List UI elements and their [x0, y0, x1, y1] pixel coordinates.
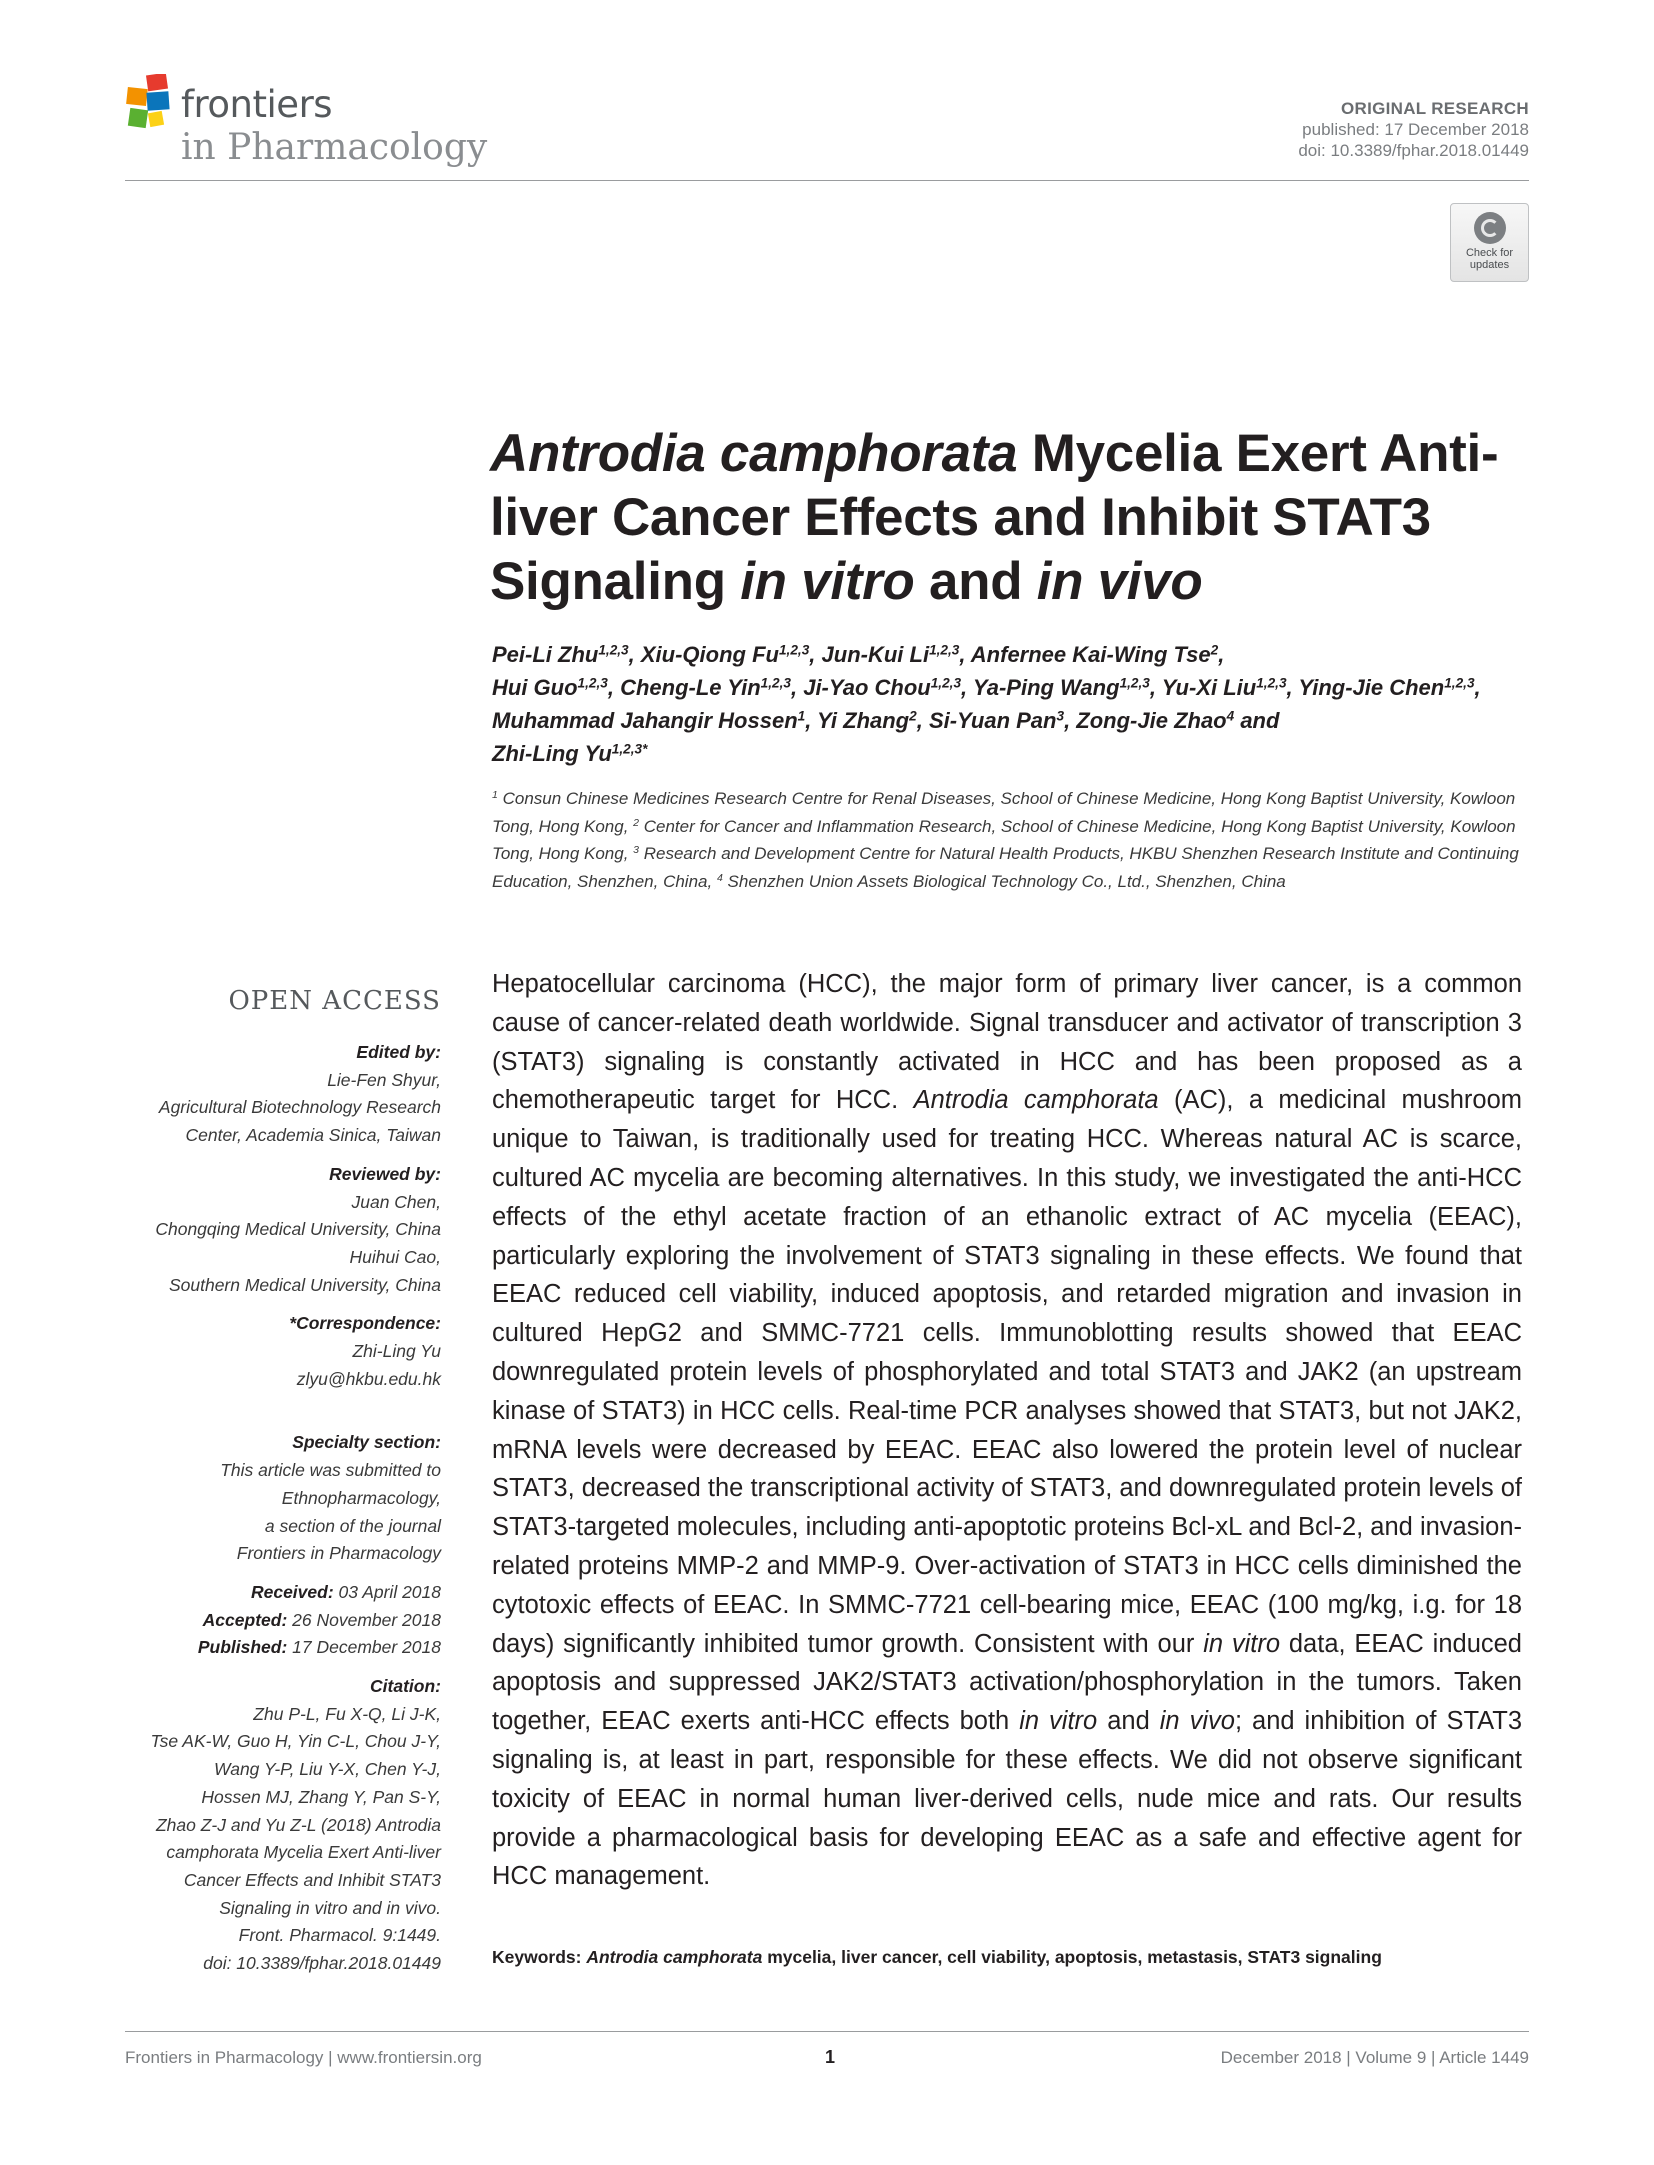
author-name[interactable]: Pei-Li Zhu$^{1,2,3}$ — [492, 642, 629, 667]
dates-section: Received: 03 April 2018 Accepted: 26 November 2018 Published: 17 December 2018 — [197, 1581, 441, 1658]
edited-by-section: Edited by: Lie-Fen Shyur, Agricultural Biotechnology Research Center, Academia Sinica, Taiwan — [158, 1042, 441, 1146]
author-name[interactable]: Cheng-Le Yin$^{1,2,3}$ — [620, 675, 791, 700]
journal-name: in Pharmacology — [181, 127, 488, 168]
footer-issue-info: December 2018 | Volume 9 | Article 1449 — [1220, 2048, 1529, 2067]
author-affiliation-marker: 1,2,3 — [760, 675, 791, 691]
author-name[interactable]: Xiu-Qiong Fu$^{1,2,3}$ — [640, 642, 810, 667]
author-name[interactable]: Zhi-Ling $Yu^{1,2,3*}$ — [492, 741, 648, 766]
author-name[interactable]: Yi Zhang$^2$ — [817, 708, 917, 733]
author-name[interactable]: Ying-Jie Chen$^{1,2,3}$ — [1298, 675, 1475, 700]
author-name[interactable]: Ji-Yao Chou$^{1,2,3}$ — [803, 675, 962, 700]
specialty-section: Specialty section: This article was submitted to Ethnopharmacology, a section of the journal Frontiers in Pharmacology — [220, 1432, 441, 1564]
author-affiliation-marker: 1,2,3 — [930, 675, 962, 691]
check-updates-icon — [1474, 212, 1506, 244]
author-affiliation-marker: 1,2,3* — [611, 741, 648, 757]
frontiers-logo-icon — [125, 74, 177, 130]
affiliation-marker: 2 — [633, 816, 640, 829]
doi-link[interactable]: doi: 10.3389/fphar.2018.01449 — [1298, 141, 1529, 160]
author-affiliation-marker: 1,2,3 — [577, 675, 608, 691]
keywords: Keywords: Antrodia camphorata mycelia, liver cancer, cell viability, apoptosis, metastasis, STAT3 signaling — [492, 1947, 1382, 1967]
author-affiliation-marker: 2 — [909, 708, 917, 724]
open-access-label: OPEN ACCESS — [228, 986, 441, 1016]
footer-divider — [125, 2031, 1529, 2032]
author-name[interactable]: Si-Yuan Pan$^3$ — [928, 708, 1065, 733]
author-affiliation-marker: 1,2,3 — [1119, 675, 1150, 691]
author-name[interactable]: Ya-Ping Wang$^{1,2,3}$ — [972, 675, 1150, 700]
affiliation-marker: 3 — [633, 844, 640, 857]
check-for-updates-button[interactable] — [1450, 203, 1529, 282]
author-list: Pei-Li Zhu$^{1,2,3}$, Xiu-Qiong Fu$^{1,2,3}$, Jun-Kui Li$^{1,2,3}$, Anfernee Kai-Wing Tse$^2$, Hui Guo$^{1,2,3}$, Cheng-Le Yin$^{1,2,3}$, Ji-Yao Chou$^{1,2,3}$, Ya-Ping Wang$^{1,2,3}$, Yu-Xi Liu$^{1,2,3}$, Ying-Jie Chen$^{1,2,3}$, Muhammad Jahangir Hossen$^1$, Yi Zhang$^2$, Si-Yuan Pan$^3$, Zong-Jie Zhao$^4$ and Zhi-Ling $Yu^{1,2,3*}$ — [492, 642, 1481, 766]
logo-wordmark: frontiers — [181, 83, 333, 126]
affiliation-text: Shenzhen Union Assets Biological Technology Co., Ltd., Shenzhen, China — [722, 871, 1286, 891]
affiliation-text: Research and Development Centre for Natural Health Products, HKBU Shenzhen Research Institute and Continuing Education, Shenzhen, China, — [492, 844, 1519, 891]
affiliation-marker: 4 — [716, 871, 723, 884]
author-affiliation-marker: 1,2,3 — [778, 642, 810, 658]
sidebar — [125, 985, 441, 1989]
affiliation-marker: 1 — [492, 789, 498, 802]
author-name[interactable]: Zong-Jie Zhao$^4$ — [1076, 708, 1235, 733]
journal-logo — [125, 70, 488, 180]
reviewed-by-section: Reviewed by: Juan Chen, Chongqing Medical University, China Huihui Cao, Southern Medical University, China — [155, 1163, 441, 1295]
article-type: ORIGINAL RESEARCH — [1340, 99, 1529, 118]
correspondence-section: *Correspondence: Zhi-Ling Yu zlyu@hkbu.edu.hk — [125, 1310, 441, 1393]
author-name[interactable]: Anfernee Kai-Wing Tse$^2$ — [970, 642, 1219, 667]
citation-section: Citation: Zhu P-L, Fu X-Q, Li J-K, Tse AK-W, Guo H, Yin C-L, Chou J-Y, Wang Y-P, Liu Y-X, Chen Y-J, Hossen MJ, Zhang Y, Pan S-Y, Zhao Z-J and Yu Z-L (2018) Antrodia camphorata Mycelia Exert Anti-liver Cancer Effects and Inhibit STAT3 Signaling in vitro and in vivo. Front. Pharmacol. 9:1449. doi: 10.3389/fphar.2018.01449 — [125, 1673, 441, 1978]
published-date: published: 17 December 2018 — [1302, 120, 1529, 139]
page-number: 1 — [824, 2047, 835, 2067]
citation-doi[interactable]: doi: 10.3389/fphar.2018.01449 — [203, 1953, 441, 1974]
author-affiliation-marker: 2 — [1210, 642, 1219, 658]
author-name[interactable]: Muhammad Jahangir Hossen$^1$ — [492, 708, 806, 733]
abstract: Hepatocellular carcinoma (HCC), the major form of primary liver cancer, is a common cause of cancer-related death worldwide. Signal transducer and activator of transcription 3 (STAT3) signaling is constantly activated in HCC and has been proposed as a chemotherapeutic target for HCC. Antrodia camphorata (AC), a medicinal mushroom unique to Taiwan, is traditionally used for treating HCC. Whereas natural AC is scarce, cultured AC mycelia are becoming alternatives. In this study, we investigated the anti-HCC effects of the ethyl acetate fraction of an ethanolic extract of AC mycelia (EEAC), particularly exploring the involvement of STAT3 signaling in these effects. We found that EEAC reduced cell viability, induced apoptosis, and retarded migration and invasion in cultured HepG2 and SMMC-7721 cells. Immunoblotting results showed that EEAC downregulated protein levels of phosphorylated and total STAT3 and JAK2 (an upstream kinase of STAT3) in HCC cells. Real-time PCR analyses showed that STAT3, but not JAK2, mRNA levels were decreased by EEAC. EEAC also lowered the protein level of nuclear STAT3, decreased the transcriptional activity of STAT3, and downregulated protein levels of STAT3-targeted molecules, including anti-apoptotic proteins Bcl-xL and Bcl-2, and invasion-related proteins MMP-2 and MMP-9. Over-activation of STAT3 in HCC cells diminished the cytotoxic effects of EEAC. In SMMC-7721 cell-bearing mice, EEAC (100 mg/kg, i.g. for 18 days) significantly inhibited tumor growth. Consistent with our in vitro data, EEAC induced apoptosis and suppressed JAK2/STAT3 activation/phosphorylation in the tumors. Taken together, EEAC exerts anti-HCC effects both in vitro and in vivo; and inhibition of STAT3 signaling is, at least in part, responsible for these effects. We did not observe significant toxicity of EEAC in normal human liver-derived cells, nude mice and rats. Our results provide a pharmacological basis for developing EEAC as a safe and effective agent for HCC management. — [492, 970, 1523, 1891]
affiliations — [492, 785, 1532, 895]
affiliation-text: Center for Cancer and Inflammation Research, School of Chinese Medicine, Hong Kong Baptist University, Kowloon Tong, Hong Kong, — [492, 816, 1516, 863]
author-affiliation-marker: 3 — [1056, 708, 1065, 724]
author-name[interactable]: Yu-Xi Liu$^{1,2,3}$ — [1161, 675, 1287, 700]
author-name[interactable]: Hui Guo$^{1,2,3}$ — [492, 675, 608, 700]
author-affiliation-marker: 1,2,3 — [1256, 675, 1287, 691]
author-name[interactable]: Jun-Kui Li$^{1,2,3}$ — [821, 642, 960, 667]
header-divider — [125, 180, 1529, 181]
author-affiliation-marker: 1,2,3 — [929, 642, 960, 658]
author-affiliation-marker: 4 — [1226, 708, 1235, 724]
article-meta — [1298, 98, 1529, 161]
author-affiliation-marker: 1 — [797, 708, 806, 724]
affiliation-text: Consun Chinese Medicines Research Centre for Renal Diseases, School of Chinese Medicine, Hong Kong Baptist University, Kowloon Tong, Hong Kong, — [492, 789, 1516, 836]
check-updates-label: Check for updates — [1465, 247, 1514, 271]
correspondence-email[interactable]: zlyu@hkbu.edu.hk — [296, 1368, 441, 1389]
article-title: Antrodia camphorata Mycelia Exert Anti-liver Cancer Effects and Inhibit STAT3 Signaling in vitro and in vivo — [490, 424, 1499, 611]
footer-journal-link[interactable]: Frontiers in Pharmacology | www.frontiersin.org — [125, 2048, 482, 2067]
author-affiliation-marker: 1,2,3 — [598, 642, 629, 658]
author-affiliation-marker: 1,2,3 — [1444, 675, 1475, 691]
